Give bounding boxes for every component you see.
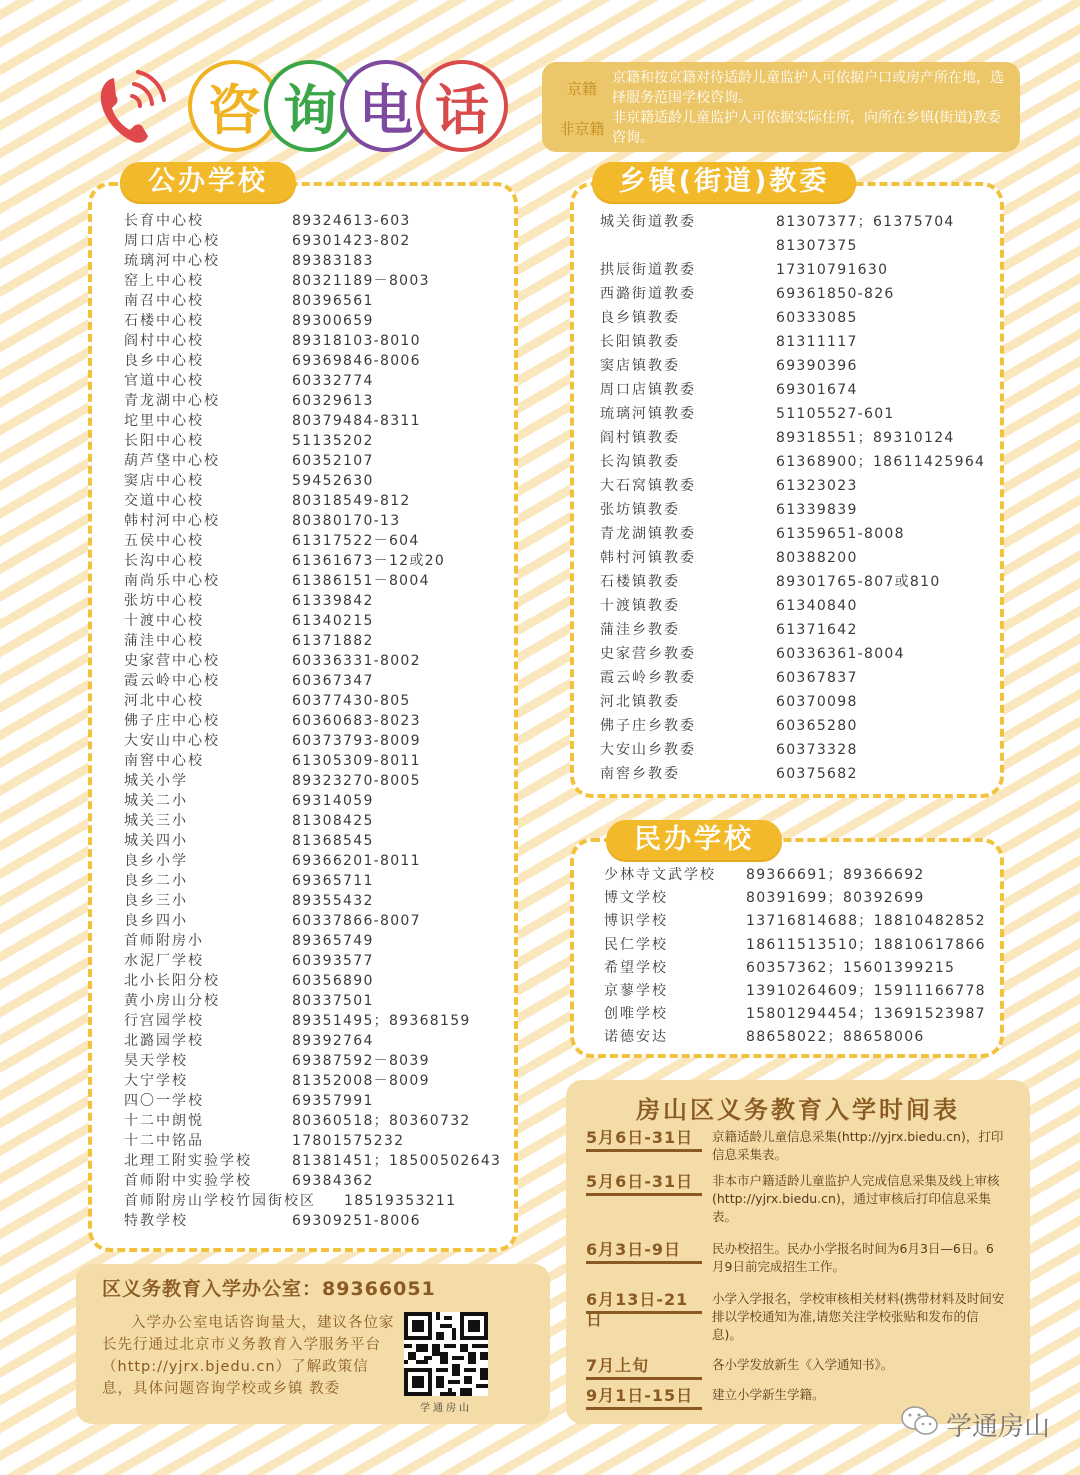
item-name: 窦店镇教委 [600, 358, 680, 374]
title-char-2: 询 [264, 60, 356, 152]
item-phone: 69357991 [292, 1093, 374, 1109]
schedule-date: 5月6日-31日 [586, 1128, 702, 1152]
list-item [124, 871, 501, 891]
public-schools-title: 公办学校 [120, 162, 296, 202]
list-item [124, 411, 501, 431]
list-item [124, 831, 501, 851]
item-name: 北理工附实验学校 [124, 1153, 252, 1169]
item-phone: 15801294454；13691523987 [746, 1006, 986, 1023]
list-item [124, 451, 501, 471]
item-phone: 81311117 [776, 334, 858, 350]
list-item [124, 491, 501, 511]
list-item [604, 864, 986, 887]
item-name: 创唯学校 [604, 1006, 668, 1023]
item-phone: 89366691；89366692 [746, 867, 925, 883]
item-name: 南尚乐中心校 [124, 573, 220, 589]
item-phone: 18519353211 [344, 1193, 457, 1209]
list-item [124, 591, 501, 611]
item-name: 佛子庄乡教委 [600, 718, 696, 734]
item-name: 佛子庄中心校 [124, 713, 220, 729]
item-phone: 80391699；80392699 [746, 890, 925, 907]
item-phone: 89355432 [292, 893, 374, 909]
item-name: 四〇一学校 [124, 1093, 204, 1109]
item-phone: 89323270-8005 [292, 773, 421, 789]
item-name: 京蓼学校 [604, 982, 668, 999]
item-phone: 60333085 [776, 310, 858, 326]
item-phone: 81368545 [292, 833, 374, 849]
list-item [600, 234, 985, 258]
item-name: 史家营中心校 [124, 653, 220, 669]
note-label: 非京籍 [559, 120, 605, 138]
item-name: 葫芦垡中心校 [124, 453, 220, 469]
item-name: 首师附房小 [124, 933, 204, 949]
schedule-item [586, 1128, 1006, 1164]
item-phone: 61340840 [776, 598, 858, 614]
item-phone: 61386151－8004 [292, 573, 430, 589]
list-item [600, 210, 985, 234]
wechat-icon [900, 1405, 940, 1444]
list-item [600, 402, 985, 426]
item-name: 青龙湖镇教委 [600, 526, 696, 542]
watermark-text: 学通房山 [946, 1412, 1051, 1442]
schedule-desc: 京籍适龄儿童信息采集(http://yjrx.biedu.cn)，打印信息采集表。 [712, 1129, 1004, 1162]
item-phone: 60393577 [292, 953, 374, 969]
item-name: 良乡中心校 [124, 353, 204, 369]
list-item [124, 351, 501, 371]
item-name: 首师附房山学校竹园街校区 [124, 1193, 316, 1209]
item-phone: 81381451；18500502643 [292, 1153, 502, 1169]
item-name: 周口店镇教委 [600, 382, 696, 398]
item-phone: 89383183 [292, 253, 374, 269]
list-item [604, 887, 986, 910]
item-phone: 60337866-8007 [292, 913, 421, 929]
item-name: 蒲洼乡教委 [600, 622, 680, 638]
list-item [600, 666, 985, 690]
item-phone: 61361673－12或20 [292, 553, 446, 569]
item-name: 河北中心校 [124, 693, 204, 709]
schedule-item [586, 1356, 1006, 1380]
item-name: 霞云岭乡教委 [600, 670, 696, 686]
list-item [600, 690, 985, 714]
item-phone: 61371882 [292, 633, 374, 649]
item-phone: 60332774 [292, 373, 374, 389]
schedule-title: 房山区义务教育入学时间表 [636, 1096, 960, 1124]
item-name: 大石窝镇教委 [600, 478, 696, 494]
list-item [604, 910, 986, 933]
item-phone: 60377430-805 [292, 693, 411, 709]
list-item [124, 651, 501, 671]
item-name: 霞云岭中心校 [124, 673, 220, 689]
list-item [604, 980, 986, 1003]
list-item [124, 811, 501, 831]
enrollment-schedule [566, 1080, 1030, 1424]
item-phone: 60365280 [776, 718, 858, 734]
list-item [600, 306, 985, 330]
note-row-non-beijing [552, 108, 1010, 148]
item-name: 特教学校 [124, 1213, 188, 1229]
list-item [600, 522, 985, 546]
item-phone: 60375682 [776, 766, 858, 782]
item-name: 史家营乡教委 [600, 646, 696, 662]
item-phone: 61340215 [292, 613, 374, 629]
item-phone: 60370098 [776, 694, 858, 710]
list-item [124, 631, 501, 651]
item-phone: 13910264609；15911166778 [746, 982, 986, 999]
note-row-beijing [552, 68, 1010, 108]
item-name: 大安山乡教委 [600, 742, 696, 758]
item-phone: 80337501 [292, 993, 374, 1009]
item-name: 南召中心校 [124, 293, 204, 309]
item-phone: 69301423-802 [292, 233, 411, 249]
item-name: 城关三小 [124, 813, 188, 829]
item-phone: 69387592－8039 [292, 1053, 430, 1069]
item-name: 城关四小 [124, 833, 188, 849]
item-name: 昊天学校 [124, 1053, 188, 1069]
list-item [124, 251, 501, 271]
schedule-date: 6月13日-21日 [586, 1290, 702, 1314]
item-phone: 60367347 [292, 673, 374, 689]
item-name: 长阳中心校 [124, 433, 204, 449]
item-phone: 80396561 [292, 293, 374, 309]
item-name [600, 234, 776, 258]
township-list [600, 210, 985, 786]
item-phone: 69369846-8006 [292, 353, 421, 369]
list-item [124, 1111, 501, 1131]
item-phone: 69361850-826 [776, 286, 895, 302]
item-name: 良乡二小 [124, 873, 188, 889]
list-item [604, 1026, 986, 1049]
item-name: 韩村河镇教委 [600, 550, 696, 566]
schedule-desc: 民办校招生。民办小学报名时间为6月3日—6日。6月9日前完成招生工作。 [712, 1241, 994, 1274]
item-phone: 60336361-8004 [776, 646, 905, 662]
list-item [600, 762, 985, 786]
note-text: 非京籍适龄儿童监护人可依据实际住所，向所在乡镇(街道)教委咨询。 [612, 110, 1001, 146]
item-name: 北潞园学校 [124, 1033, 204, 1049]
list-item [124, 751, 501, 771]
item-phone: 89318103-8010 [292, 333, 421, 349]
item-phone: 80318549-812 [292, 493, 411, 509]
item-phone: 60373328 [776, 742, 858, 758]
item-phone: 60357362；15601399215 [746, 959, 956, 976]
item-phone: 61305309-8011 [292, 753, 421, 769]
item-name: 张坊中心校 [124, 593, 204, 609]
list-item [600, 594, 985, 618]
title-char-3: 电 [340, 60, 432, 152]
list-item [124, 331, 501, 351]
list-item [600, 642, 985, 666]
item-name: 窦店中心校 [124, 473, 204, 489]
item-name: 黄小房山分校 [124, 993, 220, 1009]
list-item [124, 1011, 501, 1031]
item-name: 少林寺文武学校 [604, 867, 716, 883]
list-item [124, 851, 501, 871]
item-name: 城关二小 [124, 793, 188, 809]
private-schools-title: 民办学校 [606, 820, 782, 860]
item-phone: 88658022；88658006 [746, 1029, 925, 1046]
list-item [124, 211, 501, 231]
item-name: 大宁学校 [124, 1073, 188, 1089]
item-name: 阎村中心校 [124, 333, 204, 349]
item-name: 琉璃河中心校 [124, 253, 220, 269]
list-item [124, 1091, 501, 1111]
list-item [124, 891, 501, 911]
qr-code[interactable] [404, 1312, 488, 1396]
item-name: 长沟镇教委 [600, 454, 680, 470]
item-phone: 61317522－604 [292, 533, 420, 549]
item-name: 五侯中心校 [124, 533, 204, 549]
schedule-item [586, 1240, 1006, 1276]
item-name: 坨里中心校 [124, 413, 204, 429]
list-item [600, 354, 985, 378]
item-name: 博识学校 [604, 913, 668, 930]
list-item [124, 911, 501, 931]
item-name: 南窖乡教委 [600, 766, 680, 782]
item-phone: 89301765-807或810 [776, 574, 941, 590]
item-name: 琉璃河镇教委 [600, 406, 696, 422]
item-phone: 13716814688；18810482852 [746, 913, 986, 930]
schedule-date: 6月3日-9日 [586, 1240, 702, 1264]
page-title [188, 60, 492, 152]
item-phone: 17801575232 [292, 1133, 405, 1149]
list-item [124, 231, 501, 251]
item-phone: 69390396 [776, 358, 858, 374]
item-phone: 60360683-8023 [292, 713, 421, 729]
list-item [600, 570, 985, 594]
item-phone: 81307375 [776, 238, 858, 254]
item-name: 拱辰街道教委 [600, 262, 696, 278]
list-item [124, 771, 501, 791]
item-name: 南窖中心校 [124, 753, 204, 769]
item-name: 周口店中心校 [124, 233, 220, 249]
item-phone: 80321189－8003 [292, 273, 430, 289]
private-schools-list [604, 864, 986, 1050]
list-item [124, 551, 501, 571]
list-item [124, 711, 501, 731]
list-item [124, 431, 501, 451]
watermark [900, 1405, 1050, 1444]
list-item [600, 330, 985, 354]
note-text: 京籍和按京籍对待适龄儿童监护人可依据户口或房产所在地，选择服务范围学校咨询。 [612, 70, 1004, 106]
item-phone: 69309251-8006 [292, 1213, 421, 1229]
list-item [124, 1031, 501, 1051]
list-item [124, 731, 501, 751]
item-name: 良乡三小 [124, 893, 188, 909]
list-item [124, 611, 501, 631]
item-name: 行宫园学校 [124, 1013, 204, 1029]
item-name: 张坊镇教委 [600, 502, 680, 518]
list-item [604, 957, 986, 980]
item-name: 十渡中心校 [124, 613, 204, 629]
item-phone: 59452630 [292, 473, 374, 489]
schedule-desc: 各小学发放新生《入学通知书》。 [712, 1357, 894, 1372]
item-name: 韩村河中心校 [124, 513, 220, 529]
list-item [600, 426, 985, 450]
item-phone: 61339839 [776, 502, 858, 518]
item-phone: 69301674 [776, 382, 858, 398]
list-item [600, 618, 985, 642]
office-title: 区义务教育入学办公室：89366051 [102, 1278, 436, 1300]
item-name: 博文学校 [604, 890, 668, 907]
item-phone: 51105527-601 [776, 406, 895, 422]
item-name: 蒲洼中心校 [124, 633, 204, 649]
list-item [124, 271, 501, 291]
schedule-desc: 小学入学报名，学校审核相关材料(携带材料及时间安排以学校通知为准,请您关注学校张贴和发布的信息)。 [712, 1291, 1005, 1342]
item-phone: 89365749 [292, 933, 374, 949]
item-name: 民仁学校 [604, 936, 668, 953]
public-schools-list [124, 211, 501, 1231]
enrollment-office-box [76, 1264, 550, 1424]
township-title: 乡镇(街道)教委 [592, 162, 856, 202]
item-name: 长阳镇教委 [600, 334, 680, 350]
item-name: 诺德安达 [604, 1029, 668, 1046]
schedule-desc: 建立小学新生学籍。 [712, 1387, 825, 1402]
item-name: 水泥厂学校 [124, 953, 204, 969]
item-phone: 60336331-8002 [292, 653, 421, 669]
item-name: 首师附中实验学校 [124, 1173, 252, 1189]
list-item [124, 691, 501, 711]
list-item [124, 671, 501, 691]
list-item [124, 291, 501, 311]
note-label: 京籍 [566, 80, 597, 98]
list-item [600, 450, 985, 474]
item-name: 良乡镇教委 [600, 310, 680, 326]
item-name: 长沟中心校 [124, 553, 204, 569]
item-phone: 81308425 [292, 813, 374, 829]
item-phone: 69365711 [292, 873, 374, 889]
list-item [124, 1131, 501, 1151]
item-phone: 89392764 [292, 1033, 374, 1049]
item-name: 十渡镇教委 [600, 598, 680, 614]
item-phone: 60329613 [292, 393, 374, 409]
item-name: 十二中铭品 [124, 1133, 204, 1149]
schedule-date: 7月上旬 [586, 1356, 702, 1380]
list-item [600, 258, 985, 282]
item-name: 石楼中心校 [124, 313, 204, 329]
list-item [124, 1051, 501, 1071]
list-item [124, 1171, 501, 1191]
item-phone: 18611513510；18810617866 [746, 936, 986, 953]
list-item [124, 1071, 501, 1091]
list-item [124, 1151, 501, 1171]
list-item [124, 1191, 501, 1211]
item-phone: 60367837 [776, 670, 858, 686]
item-name: 希望学校 [604, 959, 668, 976]
item-phone: 60352107 [292, 453, 374, 469]
list-item [600, 474, 985, 498]
item-phone: 80379484-8311 [292, 413, 421, 429]
list-item [124, 531, 501, 551]
item-phone: 61371642 [776, 622, 858, 638]
list-item [124, 471, 501, 491]
list-item [124, 311, 501, 331]
item-name: 城关小学 [124, 773, 188, 789]
list-item [124, 951, 501, 971]
office-text: 入学办公室电话咨询量大，建议各位家长先行通过北京市义务教育入学服务平台（http://yjrx.bjedu.cn）了解政策信息，具体问题咨询学校或乡镇 教委 [102, 1315, 395, 1397]
item-phone: 81307377；61375704 [776, 214, 955, 230]
list-item [124, 991, 501, 1011]
item-name: 长育中心校 [124, 213, 204, 229]
list-item [600, 498, 985, 522]
qr-label: 学通房山 [420, 1403, 472, 1414]
list-item [124, 971, 501, 991]
list-item [600, 714, 985, 738]
item-name: 窑上中心校 [124, 273, 204, 289]
schedule-item [586, 1172, 1006, 1226]
item-name: 良乡四小 [124, 913, 188, 929]
list-item [124, 371, 501, 391]
item-phone: 89324613-603 [292, 213, 411, 229]
item-phone: 89300659 [292, 313, 374, 329]
item-name: 大安山中心校 [124, 733, 220, 749]
item-name: 良乡小学 [124, 853, 188, 869]
schedule-date: 9月1日-15日 [586, 1386, 702, 1410]
title-char-4: 话 [416, 60, 508, 152]
list-item [604, 1003, 986, 1026]
item-phone: 89318551；89310124 [776, 430, 955, 446]
list-item [600, 546, 985, 570]
phone-ringing-icon [92, 70, 172, 150]
list-item [124, 931, 501, 951]
list-item [124, 391, 501, 411]
list-item [124, 511, 501, 531]
schedule-date: 5月6日-31日 [586, 1172, 702, 1196]
item-phone: 69384362 [292, 1173, 374, 1189]
list-item [124, 571, 501, 591]
item-name: 十二中朗悦 [124, 1113, 204, 1129]
residency-note [542, 62, 1020, 152]
item-phone: 89351495；89368159 [292, 1013, 471, 1029]
item-phone: 51135202 [292, 433, 374, 449]
list-item [600, 282, 985, 306]
item-phone: 80388200 [776, 550, 858, 566]
item-name: 青龙湖中心校 [124, 393, 220, 409]
list-item [600, 378, 985, 402]
item-name: 石楼镇教委 [600, 574, 680, 590]
item-phone: 61323023 [776, 478, 858, 494]
item-name: 官道中心校 [124, 373, 204, 389]
schedule-desc: 非本市户籍适龄儿童监护人完成信息采集及线上审核(http://yjrx.biedu.cn)，通过审核后打印信息采集表。 [712, 1173, 1000, 1224]
item-phone: 80360518；80360732 [292, 1113, 471, 1129]
item-name: 西潞街道教委 [600, 286, 696, 302]
list-item [600, 738, 985, 762]
item-phone: 80380170-13 [292, 513, 401, 529]
item-name: 阎村镇教委 [600, 430, 680, 446]
item-phone: 81352008－8009 [292, 1073, 430, 1089]
item-phone: 61339842 [292, 593, 374, 609]
list-item [604, 934, 986, 957]
item-phone: 60373793-8009 [292, 733, 421, 749]
item-name: 北小长阳分校 [124, 973, 220, 989]
item-name: 河北镇教委 [600, 694, 680, 710]
item-phone: 69314059 [292, 793, 374, 809]
item-name: 城关街道教委 [600, 214, 696, 230]
list-item [124, 1211, 501, 1231]
item-phone: 60356890 [292, 973, 374, 989]
item-phone: 69366201-8011 [292, 853, 421, 869]
item-name: 交道中心校 [124, 493, 204, 509]
schedule-item [586, 1290, 1006, 1344]
item-phone: 61368900；18611425964 [776, 454, 986, 470]
item-phone: 61359651-8008 [776, 526, 905, 542]
list-item [124, 791, 501, 811]
item-phone: 17310791630 [776, 262, 889, 278]
title-char-1: 咨 [188, 60, 280, 152]
